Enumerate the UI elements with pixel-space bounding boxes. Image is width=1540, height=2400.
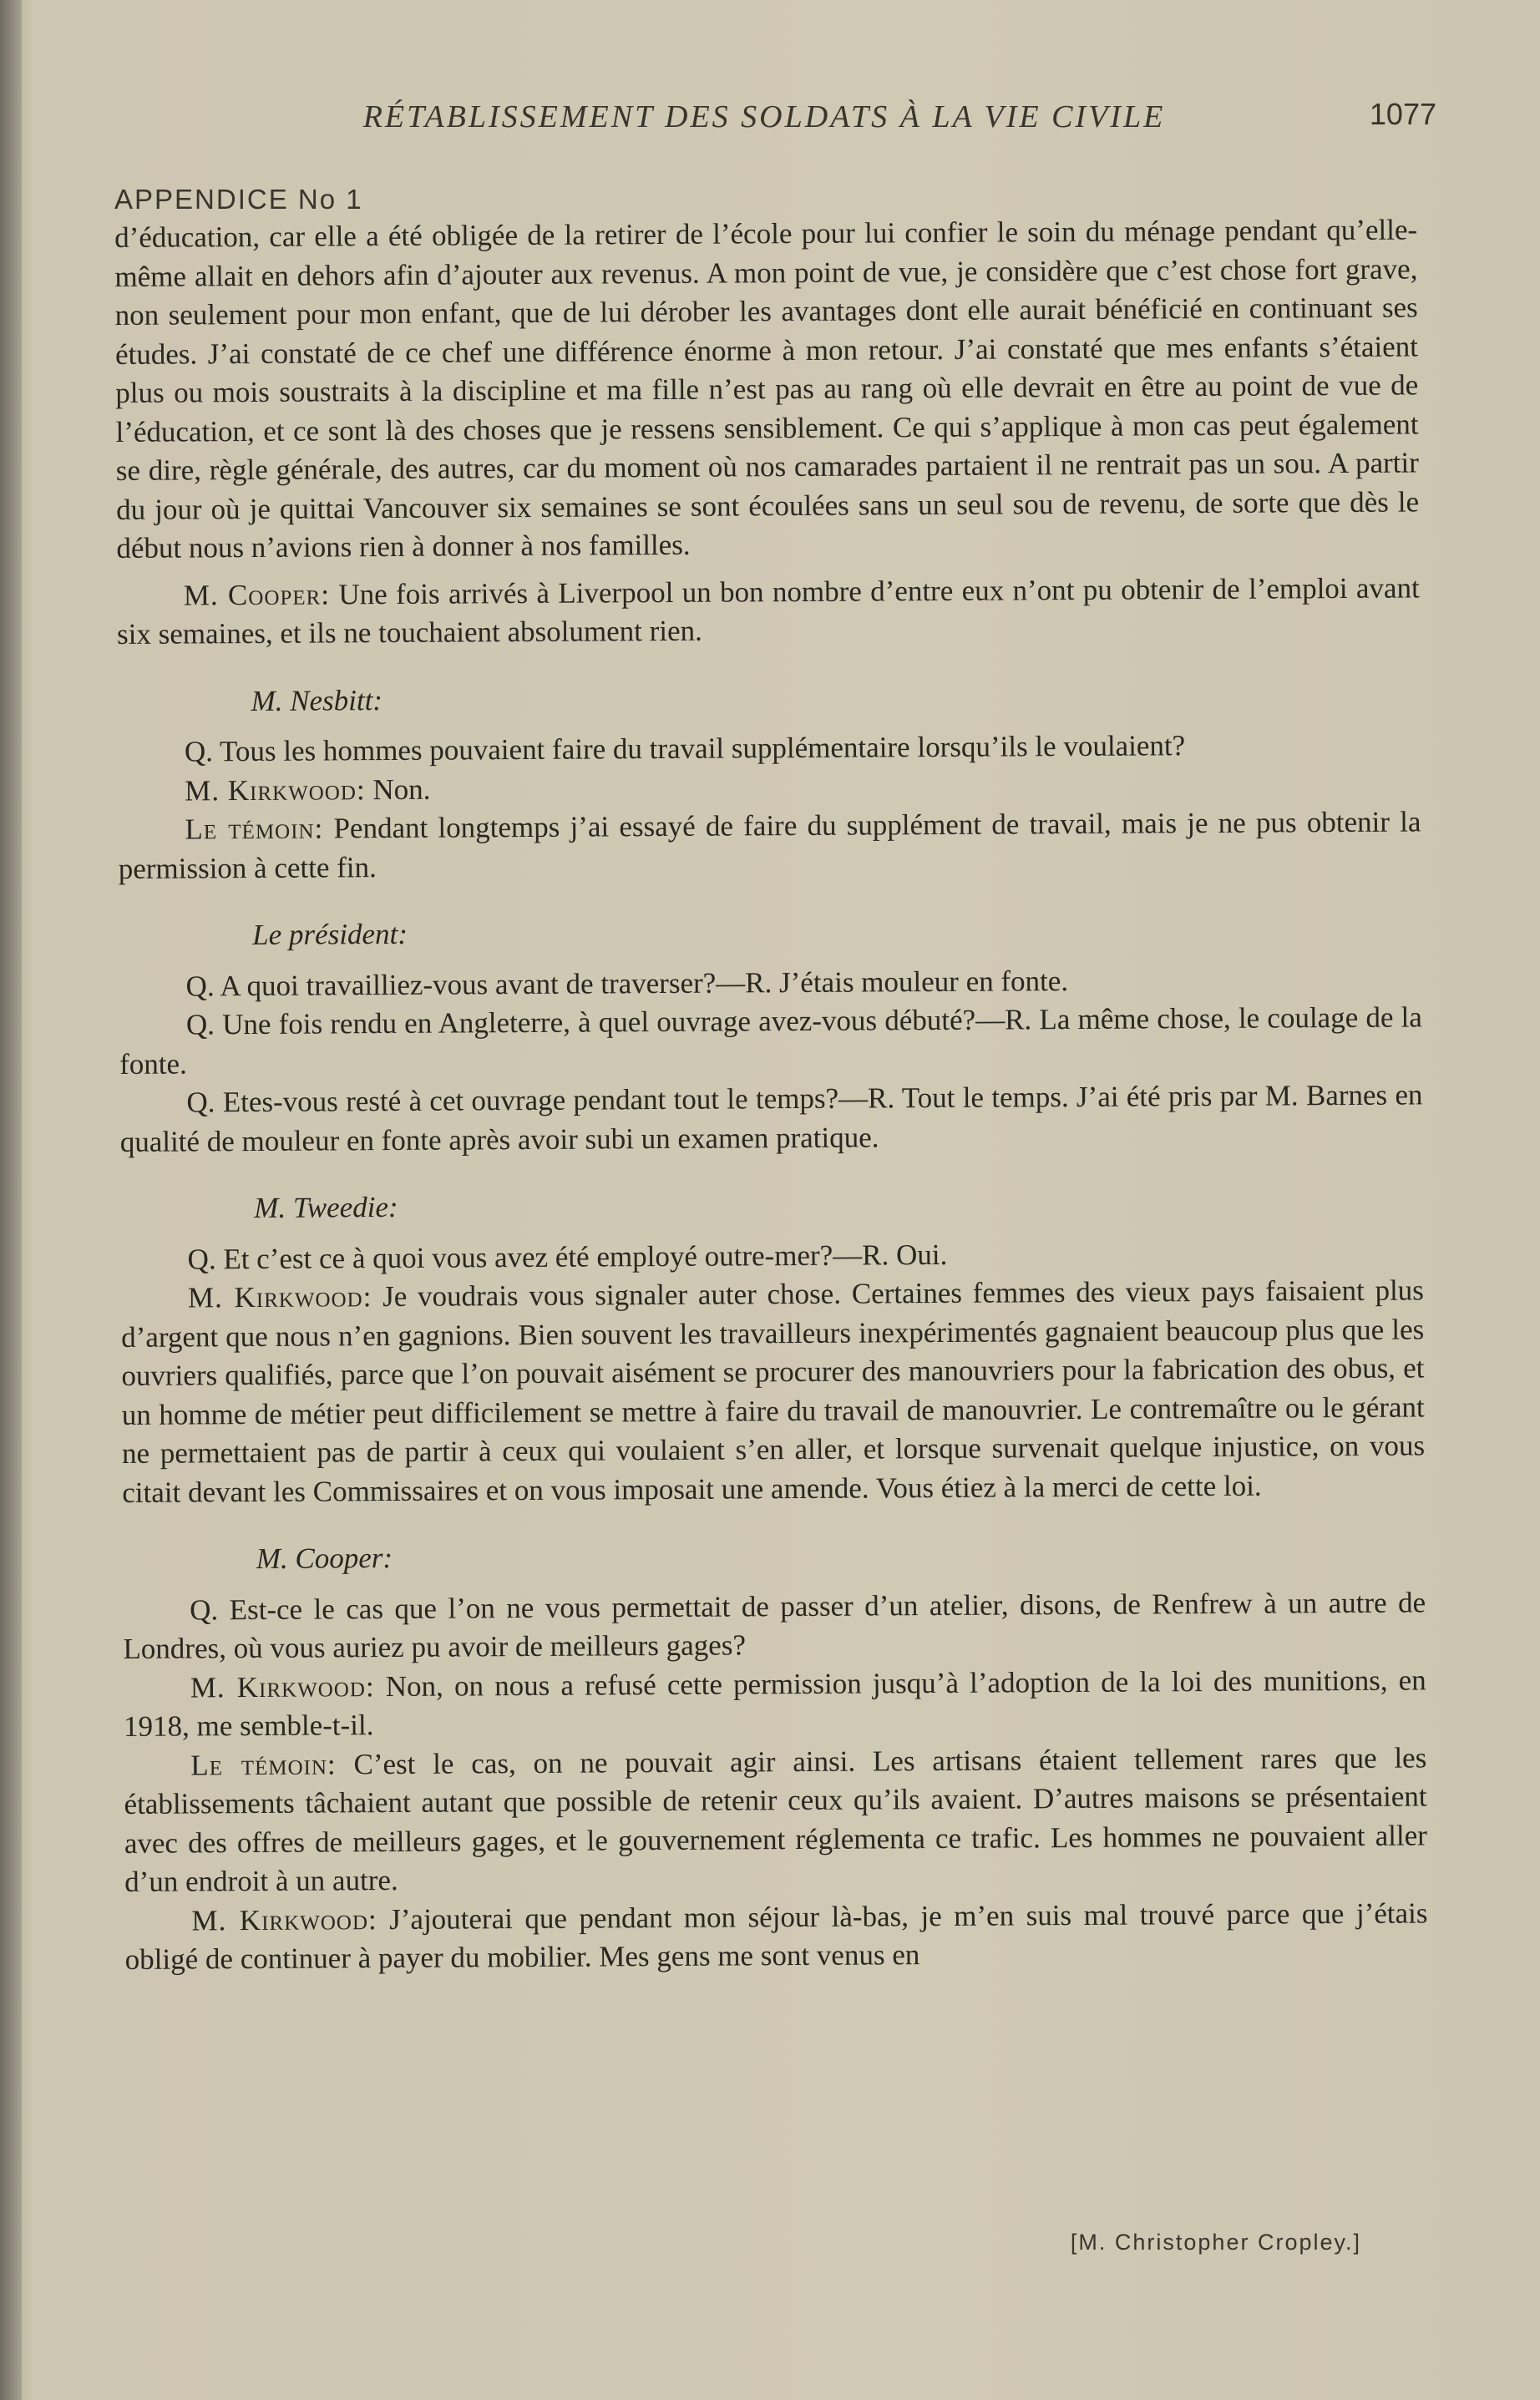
running-header: RÉTABLISSEMENT DES SOLDATS À LA VIE CIVILE [362,99,1166,134]
paragraph-text: Je voudrais vous signaler auter chose. Certaines femmes des vieux pays faisaient plus d’argent que nous n’en gagnions. Bien souvent les travailleurs inexpérimentés gagnaient beaucoup plus que les ouvriers qualifiés, parce que l’on pouvait aisément se procurer des manouvriers pour la fabrication des obus, et un homme de métier peut difficilement se mettre à faire du travail de manouvrier. Le contremaître ou le gérant ne permettaient pas de partir à ceux qui voulaient s’en aller, et lorsque survenait quelque injustice, on vous citait devant les Commissaires et on vous imposait une amende. Vous étiez à la merci de cette loi. [121,1273,1426,1509]
paragraph: Q. Est-ce le cas que l’on ne vous permettait de passer d’un atelier, disons, de Renfrew à un autre de Londres, où vous auriez pu avoir de meilleurs gages? [123,1585,1426,1665]
section-speaker-heading: M. Nesbitt: [251,683,383,717]
section-speaker-heading: M. Tweedie: [254,1190,398,1225]
section-speaker-heading: M. Cooper: [256,1541,393,1575]
paragraph: Q. Et c’est ce à quoi vous avez été employé outre-mer?—R. Oui. [187,1238,948,1275]
speaker-name: M. Kirkwood: [185,772,366,807]
speaker-name: Le témoin: [185,812,324,846]
paragraph [124,1894,1428,1980]
paragraph-text: Non. [365,772,431,806]
paragraph [117,569,1421,655]
speaker-name: M. Cooper: [183,577,331,612]
paragraph: Q. Tous les hommes pouvaient faire du travail supplémentaire lorsqu’ils le voulaient? [184,729,1186,768]
paragraph [121,1271,1426,1512]
speaker-name: M. Kirkwood: [191,1902,377,1937]
paragraph-text: Non, on nous a refusé cette permission jusqu’à l’adoption de la loi des munitions, en 1918, me semble-t-il. [123,1663,1426,1743]
speaker-name: M. Kirkwood: [190,1669,375,1704]
paragraph-text: J’ajouterai que pendant mon séjour là-bas, je m’en suis mal trouvé parce que j’étais obligé de continuer à payer du mobilier. Mes gens me sont venus en [124,1896,1428,1976]
paragraph [124,1739,1427,1902]
paragraph [118,803,1421,889]
paragraph-text: C’est le cas, on ne pouvait agir ainsi. Les artisans étaient tellement rares que les établissements tâchaient autant que possible de retenir ceux qu’ils avaient. D’autres maisons se présentaient avec des offres de meilleurs gages, et le gouvernement réglementa ce trafic. Les hommes ne pouvaient aller d’un endroit à un autre. [124,1740,1427,1898]
appendix-label: APPENDICE No 1 [114,184,363,215]
speaker-name: M. Kirkwood: [187,1280,372,1314]
paragraph: Q. A quoi travailliez-vous avant de traverser?—R. J’étais mouleur en fonte. [185,964,1069,1002]
paragraph-text: Une fois arrivés à Liverpool un bon nombre d’entre eux n’ont pu obtenir de l’emploi avant six semaines, et ils ne touchaient absolument rien. [116,570,1420,651]
document-body [114,210,1428,1979]
paragraph: d’éducation, car elle a été obligée de la retirer de l’école pour lui confier le soin du ménage pendant qu’elle-même allait en dehors afin d’ajouter aux revenus. A mon point de vue, je considère que c’est chose fort grave, non seulement pour mon enfant, que de lui dérober les avantages dont elle aurait bénéficié en continuant ses études. J’ai constaté de ce chef une différence énorme à mon retour. J’ai constaté que mes enfants s’étaient plus ou mois soustraits à la discipline et ma fille n’est pas au rang où elle devrait en être au point de vue de l’éducation, et ce sont là des choses que je ressens sensiblement. Ce qui s’applique à mon cas peut également se dire, règle générale, des autres, car du moment où nos camarades partaient il ne rentrait pas un sou. A partir du jour où je quittai Vancouver six semaines se sont écoulées sans un seul sou de revenu, de sorte que dès le début nous n’avions rien à donner à nos familles. [114,213,1420,565]
book-spine-shadow [0,0,22,2400]
paragraph: Q. Une fois rendu en Angleterre, à quel ouvrage avez-vous débuté?—R. La même chose, le coulage de la fonte. [119,1000,1422,1081]
page-credit: [M. Christopher Cropley.] [1070,2230,1361,2255]
speaker-name: Le témoin: [190,1747,337,1781]
paragraph: Q. Etes-vous resté à cet ouvrage pendant tout le temps?—R. Tout le temps. J’ai été pris par M. Barnes en qualité de mouleur en fonte après avoir subi un examen pratique. [119,1078,1423,1158]
paragraph [124,1661,1427,1747]
page-number: 1077 [1369,97,1436,131]
paragraph-text: Pendant longtemps j’ai essayé de faire du supplément de travail, mais je ne pus obtenir la permission à cette fin. [118,805,1421,885]
section-speaker-heading: Le président: [252,917,408,952]
